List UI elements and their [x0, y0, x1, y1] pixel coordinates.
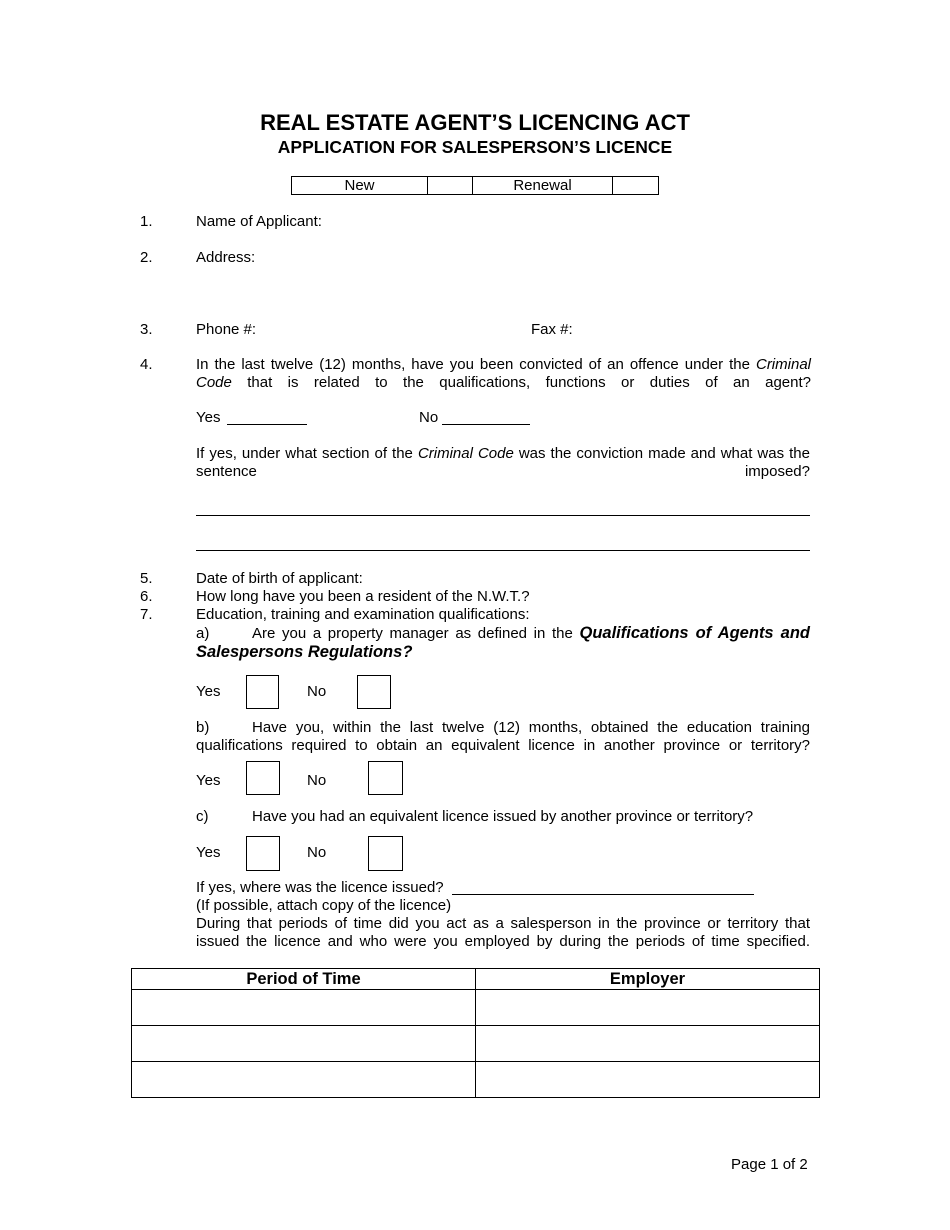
conviction-details-line-2[interactable] [196, 550, 810, 551]
q7b-yes-label: Yes [196, 772, 221, 789]
employer-column-header: Employer [476, 969, 820, 990]
form-subtitle: APPLICATION FOR SALESPERSON’S LICENCE [277, 137, 673, 157]
q7a-no-label: No [307, 683, 327, 700]
q7b-no-checkbox[interactable] [368, 761, 403, 795]
attach-note: (If possible, attach copy of the licence) [196, 897, 452, 914]
item-number-3: 3. [140, 321, 153, 338]
q7c-no-label: No [307, 844, 327, 861]
conviction-details-line-1[interactable] [196, 515, 810, 516]
q7c-no-checkbox[interactable] [368, 836, 403, 871]
fax-label: Fax #: [531, 321, 573, 338]
question-7a: a) Are you a property manager as defined in the Qualifications of Agents and Salespersons Regulations? [196, 624, 811, 661]
applicant-name-label: Name of Applicant: [196, 213, 322, 230]
residency-label: How long have you been a resident of the N.W.T.? [196, 588, 530, 605]
item-number-2: 2. [140, 249, 153, 266]
question-7b-marker: b) [196, 719, 210, 736]
item-number-6: 6. [140, 588, 153, 605]
employer-cell[interactable] [476, 990, 820, 1026]
page-number: Page 1 of 2 [731, 1156, 808, 1173]
conviction-question: In the last twelve (12) months, have you been convicted of an offence under the Criminal Code that is related to the qualifications, functions or duties of an agent? [196, 356, 811, 391]
qualifications-label: Education, training and examination qualifications: [196, 606, 530, 623]
item-number-4: 4. [140, 356, 153, 373]
item-number-7: 7. [140, 606, 153, 623]
employer-cell[interactable] [476, 1062, 820, 1098]
form-title: REAL ESTATE AGENT’S LICENCING ACT [260, 110, 690, 135]
table-row [132, 1026, 820, 1062]
address-label: Address: [196, 249, 256, 266]
table-row [132, 990, 820, 1026]
renewal-label: Renewal [473, 177, 613, 195]
conviction-followup-question: If yes, under what section of the Criminal Code was the conviction made and what was the sentence imposed? [196, 445, 810, 480]
q7b-no-label: No [307, 772, 327, 789]
period-cell[interactable] [132, 1062, 476, 1098]
employment-periods-instructions: During that periods of time did you act as a salesperson in the province or territory that issued the licence and who were you employed by during the periods of time specified. [196, 915, 810, 950]
new-label: New [292, 177, 428, 195]
table-row [132, 1062, 820, 1098]
q7c-yes-checkbox[interactable] [246, 836, 280, 871]
licence-type-selector [291, 176, 659, 195]
q7a-yes-label: Yes [196, 683, 221, 700]
birth-date-label: Date of birth of applicant: [196, 570, 363, 587]
q7a-yes-checkbox[interactable] [246, 675, 279, 709]
employment-table [131, 968, 820, 1098]
licence-issued-label: If yes, where was the licence issued? [196, 879, 444, 896]
conviction-yes-field[interactable] [227, 424, 307, 425]
q7b-yes-checkbox[interactable] [246, 761, 280, 795]
q7c-yes-label: Yes [196, 844, 221, 861]
period-cell[interactable] [132, 1026, 476, 1062]
licence-issued-field[interactable] [452, 894, 754, 895]
q7a-no-checkbox[interactable] [357, 675, 391, 709]
renewal-checkbox[interactable] [613, 177, 659, 195]
period-cell[interactable] [132, 990, 476, 1026]
question-7b: b) Have you, within the last twelve (12) months, obtained the education training qualifications required to obtain an equivalent licence in another province or territory? [196, 719, 810, 754]
question-7c: c) Have you had an equivalent licence issued by another province or territory? [196, 808, 754, 825]
item-number-5: 5. [140, 570, 153, 587]
conviction-no-field[interactable] [442, 424, 530, 425]
conviction-yes-label: Yes [196, 409, 221, 426]
question-7a-marker: a) [196, 625, 210, 642]
conviction-no-label: No [419, 409, 439, 426]
period-column-header: Period of Time [132, 969, 476, 990]
question-7c-marker: c) [196, 808, 209, 825]
new-checkbox[interactable] [428, 177, 473, 195]
item-number-1: 1. [140, 213, 153, 230]
phone-label: Phone #: [196, 321, 257, 338]
employer-cell[interactable] [476, 1026, 820, 1062]
